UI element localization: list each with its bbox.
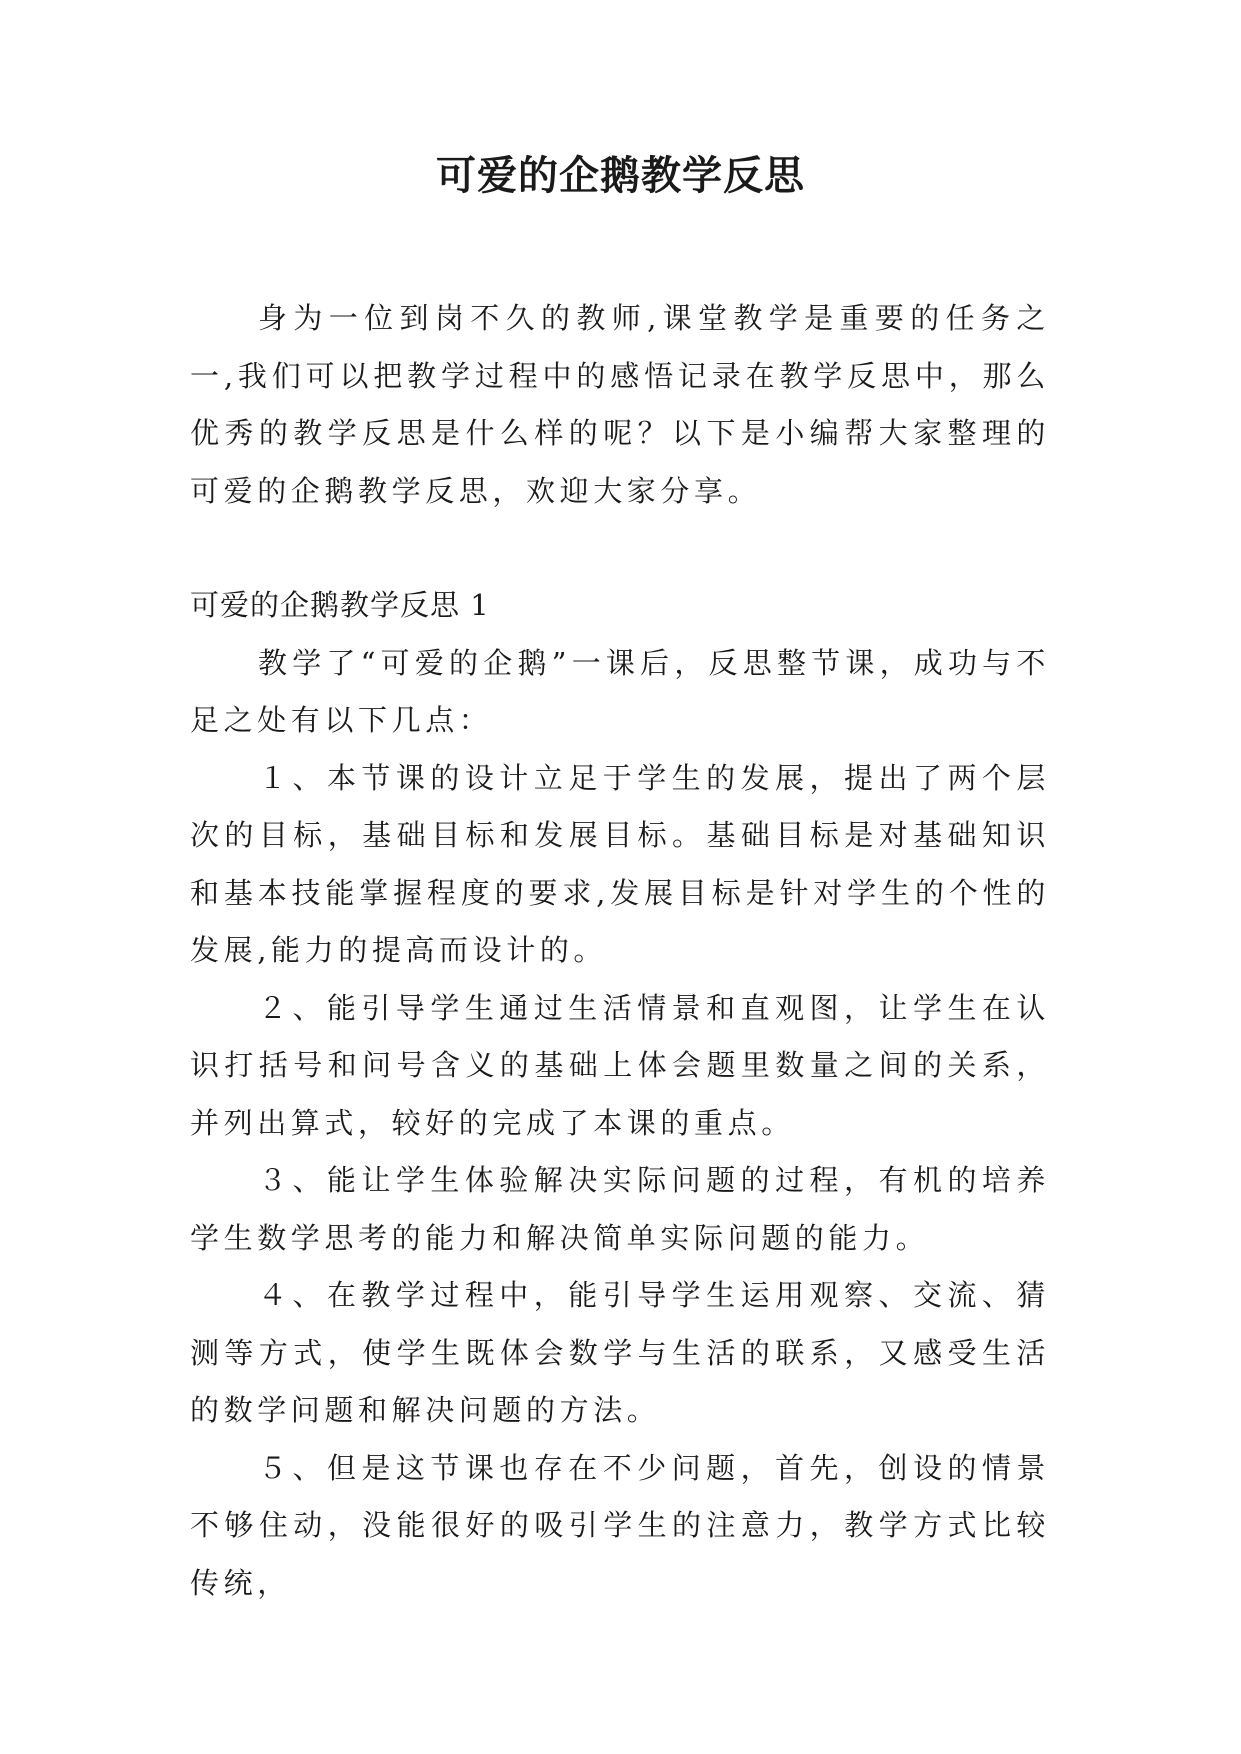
point-paragraph-4: ４、在教学过程中，能引导学生运用观察、交流、猜测等方式，使学生既体会数学与生活的联系，又感受生活的数学问题和解决问题的方法。 (190, 1278, 1050, 1427)
section-intro-paragraph: 教学了“可爱的企鹅”一课后，反思整节课，成功与不足之处有以下几点： (190, 645, 1050, 737)
document-body (190, 290, 1050, 1612)
point-paragraph-2: ２、能引导学生通过生活情景和直观图，让学生在认识打括号和问号含义的基础上体会题里数量之间的关系，并列出算式，较好的完成了本课的重点。 (190, 990, 1050, 1140)
point-paragraph-1: １、本节课的设计立足于学生的发展，提出了两个层次的目标，基础目标和发展目标。基础目标是对基础知识和基本技能掌握程度的要求,发展目标是针对学生的个性的发展,能力的提高而设计的。 (190, 760, 1050, 967)
point-paragraph-5: ５、但是这节课也存在不少问题，首先，创设的情景不够住动，没能很好的吸引学生的注意力，教学方式比较传统， (190, 1450, 1050, 1600)
document-title: 可爱的企鹅教学反思 (436, 153, 805, 199)
point-paragraph-3: ３、能让学生体验解决实际问题的过程，有机的培养学生数学思考的能力和解决简单实际问题的能力。 (190, 1163, 1050, 1255)
paragraph-spacer (190, 520, 1050, 577)
intro-paragraph: 身为一位到岗不久的教师,课堂教学是重要的任务之一,我们可以把教学过程中的感悟记录在教学反思中，那么优秀的教学反思是什么样的呢？以下是小编帮大家整理的可爱的企鹅教学反思，欢迎大家分享。 (190, 301, 1050, 508)
section-heading: 可爱的企鹅教学反思 1 (190, 588, 490, 622)
